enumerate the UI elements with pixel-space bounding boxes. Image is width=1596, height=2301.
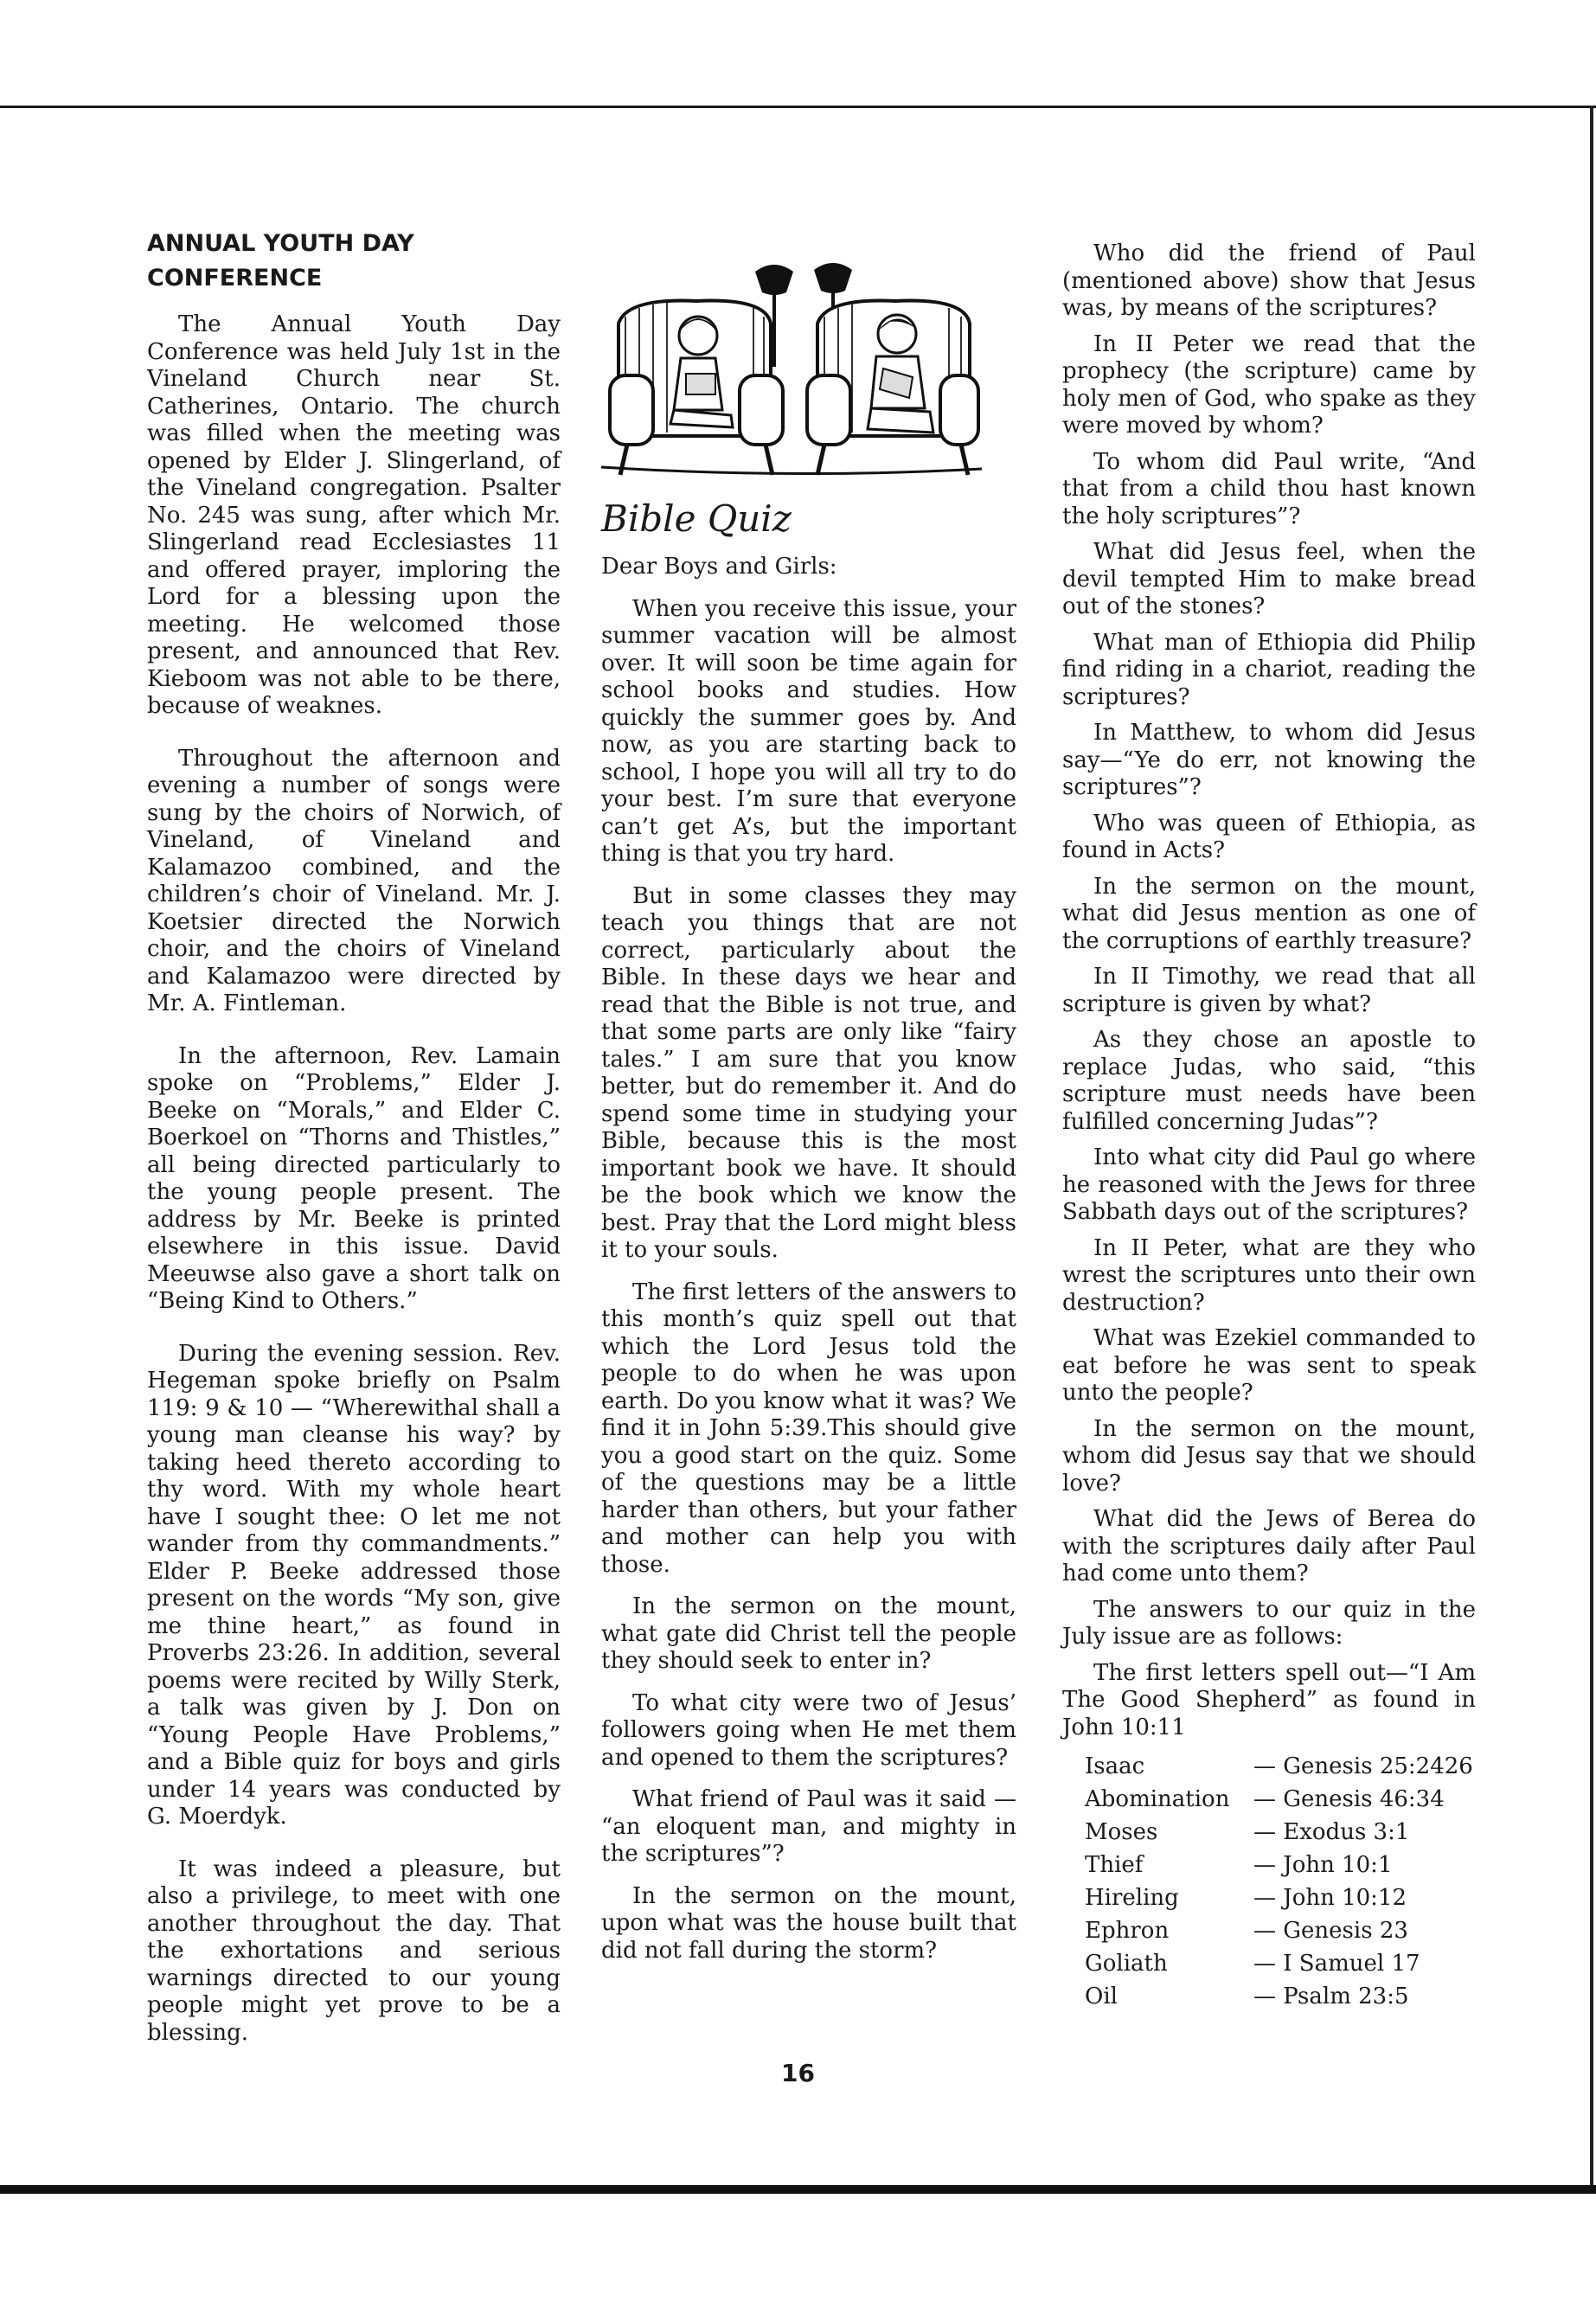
quiz-intro-paragraph: When you receive this issue, your summer vacation will be almost over. It will soon be time again for school books and studies. How quickly the summer goes by. And now, as you are starting back to school, I hope you will all try to do your best. I’m sure that everyone can’t get A’s, but the important thing is that you try hard. [601,595,1016,867]
answer-name: Hireling [1085,1885,1179,1911]
quiz-question: In II Peter we read that the prophecy (the scripture) came by holy men of God, who spake as they were moved by whom? [1062,330,1476,439]
quiz-intro-paragraph: But in some classes they may teach you things that are not correct, particularly about the Bible. In these days we hear and read that the Bible is not true, and that some parts are only like “fairy tales.” I am sure that you know better, but do remember it. And do spend some time in studying your Bible, because this is the most important book we have. It should be the book which we know the best. Pray that the Lord might bless it to your souls. [601,882,1016,1263]
article-paragraph: During the evening session. Rev. Hegeman spoke briefly on Psalm 119: 9 & 10 — “Wherewithal shall a young man cleanse his way? by taking heed thereto according to thy word. With my whole heart have I sought thee: O let me not wander from thy commandments.” Elder P. Beeke addressed those present on the words “My son, give me thine heart,” as found in Proverbs 23:26. In addition, several poems were recited by Willy Sterk, a talk was given by J. Don on “Young People Have Problems,” and a Bible quiz for boys and girls under 14 years was conducted by G. Moerdyk. [147,1340,561,1830]
answer-row [1085,1980,1473,2013]
answers-spell: The first letters spell out—“I Am The Good Shepherd” as found in John 10:11 [1062,1659,1476,1740]
answer-name: Oil [1085,1984,1118,2009]
quiz-question: What friend of Paul was it said — “an eloquent man, and mighty in the scriptures”? [601,1786,1016,1867]
answer-row [1085,1816,1473,1849]
answers-intro: The answers to our quiz in the July issue are as follows: [1062,1596,1476,1650]
answer-name: Isaac [1085,1753,1145,1779]
answer-row [1085,1914,1473,1947]
answer-reference: — Genesis 25:2426 [1253,1753,1473,1779]
quiz-question: In the sermon on the mount, whom did Jesus say that we should love? [1062,1415,1476,1497]
article-title: ANNUAL YOUTH DAY CONFERENCE [147,230,414,292]
article-paragraph: Throughout the afternoon and evening a number of songs were sung by the choirs of Norwich, of Vineland, of Vineland and Kalamazoo combined, and the children’s choir of Vineland. Mr. J. Koetsier directed the Norwich choir, and the choirs of Vineland and Kalamazoo were directed by Mr. A. Fintleman. [147,745,561,1016]
quiz-greeting: Dear Boys and Girls: [601,554,837,580]
answer-name: Moses [1085,1819,1158,1845]
quiz-title: Bible Quiz [601,497,792,540]
answer-row [1085,1947,1473,1980]
quiz-question: What man of Ethiopia did Philip find riding in a chariot, reading the scriptures? [1062,629,1476,710]
quiz-question: In II Peter, what are they who wrest the scriptures unto their own destruction? [1062,1234,1476,1316]
quiz-question: In II Timothy, we read that all scripture is given by what? [1062,964,1476,1017]
answer-row [1085,1750,1473,1783]
quiz-question: What did the Jews of Berea do with the scriptures daily after Paul had come unto them? [1062,1506,1476,1586]
article-paragraph: The Annual Youth Day Conference was held July 1st in the Vineland Church near St. Catherines, Ontario. The church was filled when the meeting was opened by Elder J. Slingerland, of the Vineland congregation. Psalter No. 245 was sung, after which Mr. Slingerland read Ecclesiastes 11 and offered prayer, imploring the Lord for a blessing upon the meeting. He welcomed those present, and announced that Rev. Kieboom was not able to be there, because of weaknes. [147,311,561,719]
quiz-question: To what city were two of Jesus’ followers going when He met them and opened to them the scriptures? [601,1689,1016,1771]
quiz-intro-paragraph: The first letters of the answers to this month’s quiz spell out that which the Lord Jesus told the people to do when he was upon earth. Do you know what it was? We find it in John 5:39.This should give you a good start on the quiz. Some of the questions may be a little harder than others, but your father and mother can help you with those. [601,1279,1016,1578]
answer-reference: — Psalm 23:5 [1253,1984,1409,2009]
quiz-question: In Matthew, to whom did Jesus say—“Ye do err, not knowing the scriptures”? [1062,720,1476,800]
page-edge [1590,106,1593,2190]
answer-name: Goliath [1085,1951,1168,1977]
answer-reference: — I Samuel 17 [1253,1951,1420,1977]
quiz-question: Into what city did Paul go where he reasoned with the Jews for three Sabbath days out of the scriptures? [1062,1144,1476,1225]
answer-name: Thief [1085,1852,1144,1878]
quiz-question: What did Jesus feel, when the devil tempted Him to make bread out of the stones? [1062,539,1476,619]
page-number: 16 [781,2059,815,2087]
article-paragraph: It was indeed a pleasure, but also a privilege, to meet with one another throughout the day. That the exhortations and serious warnings directed to our young people might yet prove to be a blessing. [147,1856,561,2046]
quiz-question: To whom did Paul write, “And that from a child thou hast known the holy scriptures”? [1062,448,1476,529]
answer-name: Ephron [1085,1918,1170,1944]
answer-row [1085,1849,1473,1881]
quiz-question: Who did the friend of Paul (mentioned above) show that Jesus was, by means of the scriptures? [1062,240,1476,321]
quiz-question: As they chose an apostle to replace Judas, who said, “this scripture must needs have been fulfilled concerning Judas”? [1062,1027,1476,1135]
quiz-question: What was Ezekiel commanded to eat before he was sent to speak unto the people? [1062,1325,1476,1406]
answer-row [1085,1783,1473,1816]
quiz-column [601,249,1016,1979]
article-paragraph: In the afternoon, Rev. Lamain spoke on “Problems,” Elder J. Beeke on “Morals,” and Elder C. Boerkoel on “Thorns and Thistles,” all being directed particularly to the young people present. The address by Mr. Beeke is printed elsewhere in this issue. David Meeuwse also gave a short talk on “Being Kind to Others.” [147,1042,561,1314]
quiz-question: In the sermon on the mount, upon what was the house built that did not fall during the storm? [601,1882,1016,1964]
answer-reference: — Genesis 46:34 [1253,1786,1445,1812]
quiz-question: In the sermon on the mount, what gate did Christ tell the people they should seek to enter in? [601,1593,1016,1674]
answer-row [1085,1881,1473,1914]
quiz-question: Who was queen of Ethiopia, as found in Acts? [1062,810,1476,863]
article-column [147,227,561,2072]
answers-table [1085,1750,1473,2013]
answer-reference: — Exodus 3:1 [1253,1819,1410,1845]
answer-reference: — Genesis 23 [1253,1918,1408,1944]
bottom-rule [0,2185,1596,2194]
quiz-question: In the sermon on the mount, what did Jesus mention as one of the corruptions of earthly treasure? [1062,873,1476,954]
top-rule [0,106,1596,108]
answer-reference: — John 10:12 [1253,1885,1407,1911]
answer-reference: — John 10:1 [1253,1852,1393,1878]
quiz-continued-column [1062,240,1476,2013]
answer-name: Abomination [1085,1786,1230,1812]
children-reading-illustration [601,263,982,479]
